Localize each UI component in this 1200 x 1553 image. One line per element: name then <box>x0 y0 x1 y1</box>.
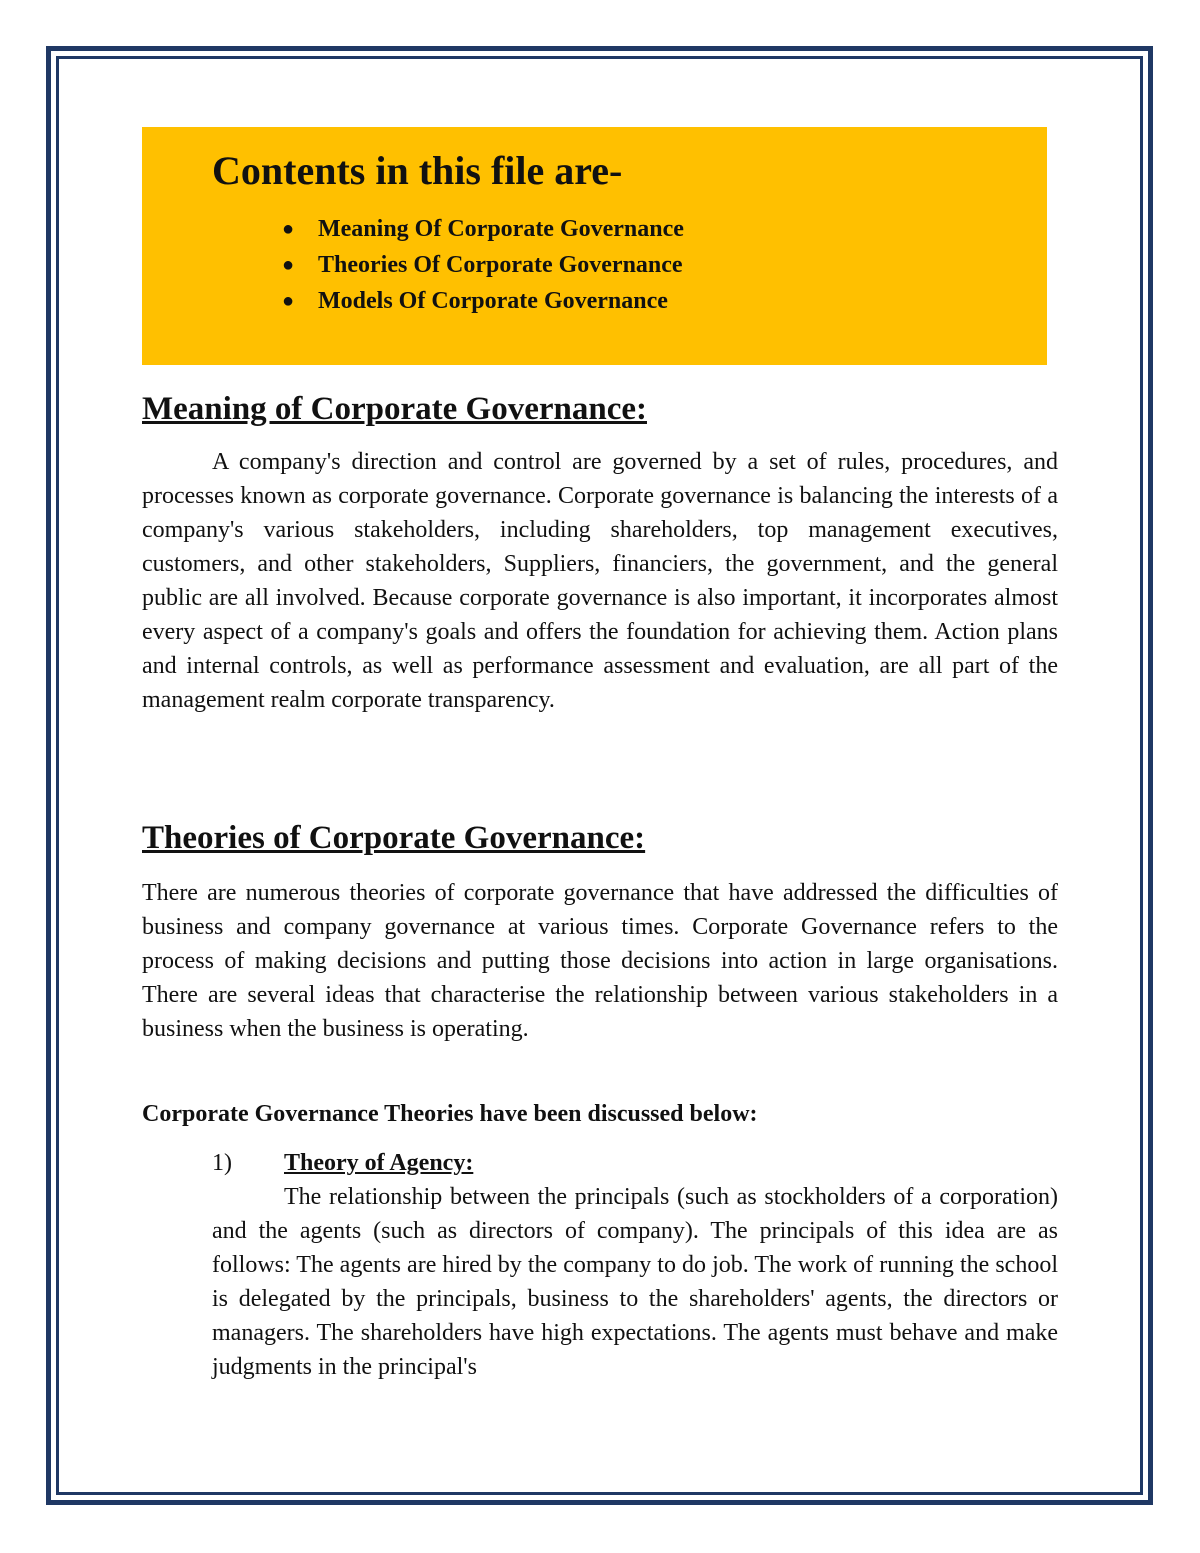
theory-item-body: The relationship between the principals (such as stockholders of a corporation) and the agents (such as directors of company). The principals of this idea are as follows: The agents are hired by the company to do job. The work of running the school is delegated by the principals, business to the shareholders' agents, the directors or managers. The shareholders have high expectations. The agents must behave and make judgments in the principal's <box>212 1184 1058 1380</box>
contents-item-label: Theories Of Corporate Governance <box>318 252 683 278</box>
theory-item-number: 1) <box>212 1150 232 1176</box>
theory-item-title: Theory of Agency: <box>284 1150 474 1176</box>
bullet-icon: ● <box>282 254 295 276</box>
contents-item-label: Models Of Corporate Governance <box>318 288 668 314</box>
bullet-icon: ● <box>282 218 295 240</box>
theories-heading: Theories of Corporate Governance: <box>142 820 646 856</box>
contents-list <box>282 211 684 319</box>
contents-title: Contents in this file are- <box>212 148 623 193</box>
contents-item-label: Meaning Of Corporate Governance <box>318 216 684 242</box>
contents-item <box>282 283 684 319</box>
theories-subheading: Corporate Governance Theories have been discussed below: <box>142 1101 758 1127</box>
bullet-icon: ● <box>282 290 295 312</box>
meaning-body: A company's direction and control are governed by a set of rules, procedures, and processes known as corporate governance. Corporate governance is balancing the interests of a company's various stakeholders, including shareholders, top management executives, customers, and other stakeholders, Suppliers, financiers, the government, and the general public are all involved. Because corporate governance is also important, it incorporates almost every aspect of a company's goals and offers the foundation for achieving them. Action plans and internal controls, as well as performance assessment and evaluation, are all part of the management realm corporate transparency. <box>142 449 1058 713</box>
theories-body: There are numerous theories of corporate governance that have addressed the difficulties of business and company governance at various times. Corporate Governance refers to the process of making decisions and putting those decisions into action in large organisations. There are several ideas that characterise the relationship between various stakeholders in a business when the business is operating. <box>142 880 1058 1042</box>
contents-item <box>282 247 684 283</box>
contents-item <box>282 211 684 247</box>
contents-box <box>142 127 1047 365</box>
meaning-heading: Meaning of Corporate Governance: <box>142 391 647 427</box>
